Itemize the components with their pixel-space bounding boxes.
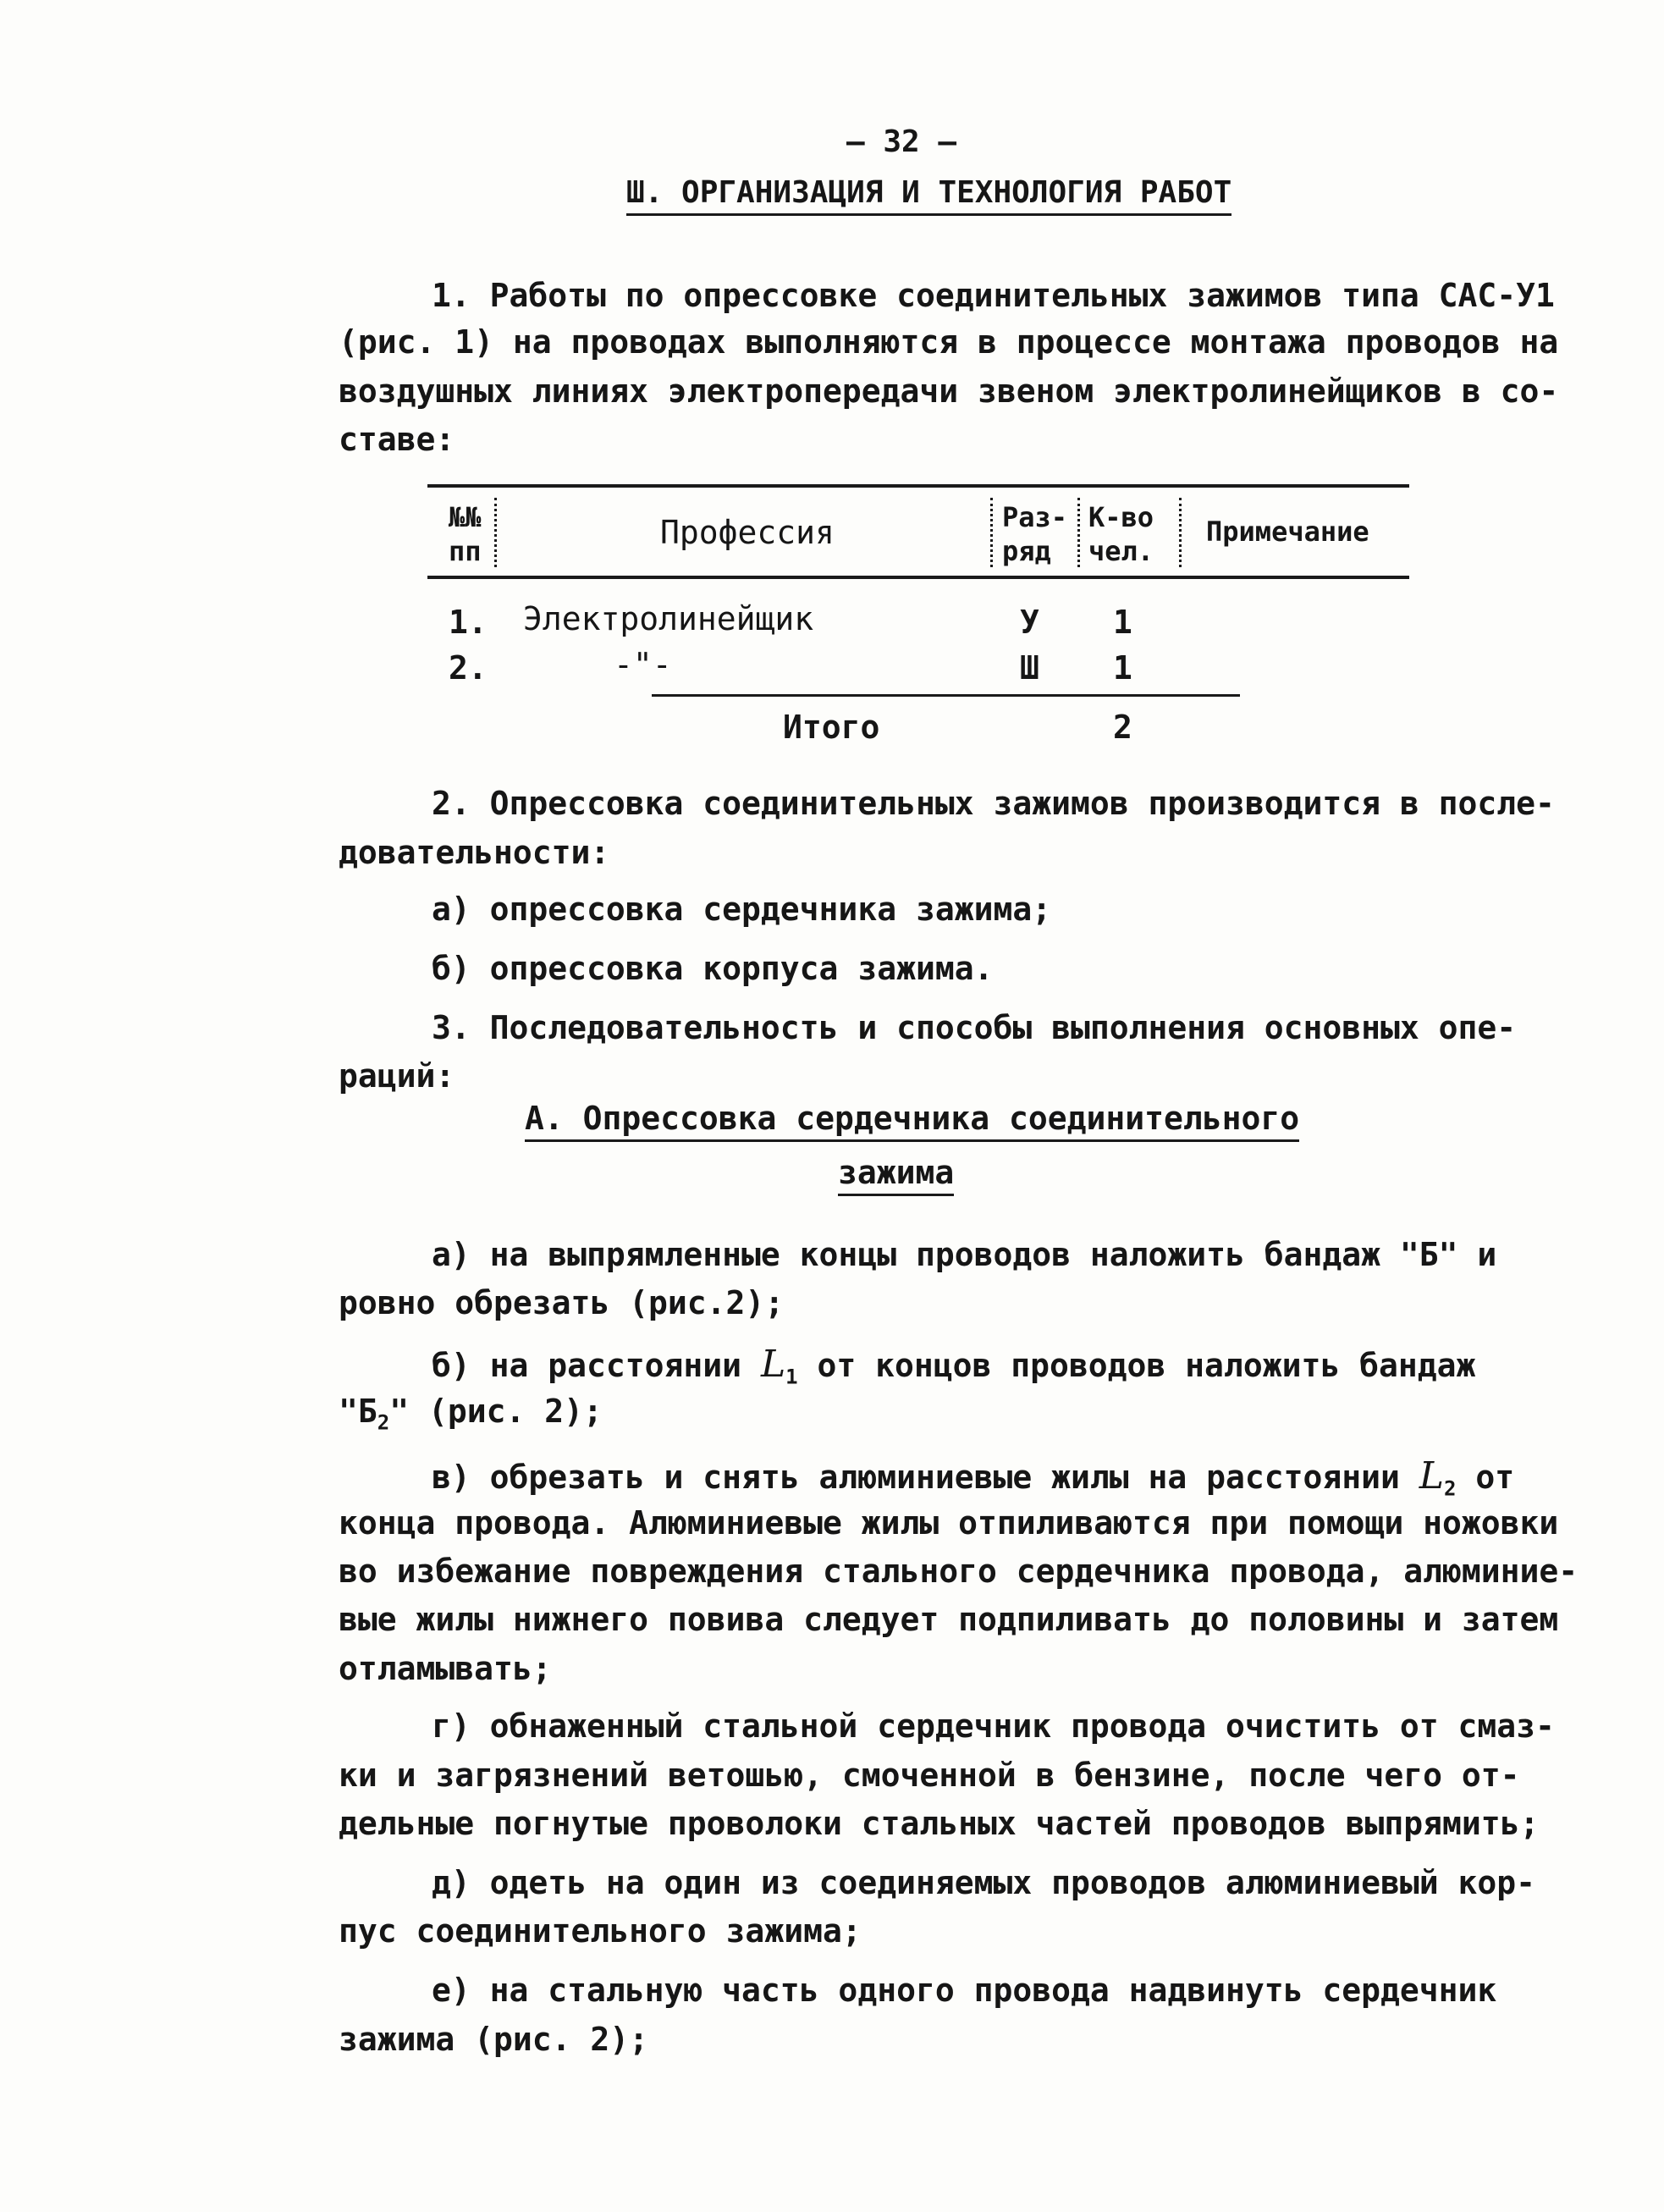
paragraph-3-line-1: 3. Последовательность и способы выполнения основных опе- — [432, 1009, 1517, 1046]
step-b-line-1 — [432, 1343, 1476, 1389]
table-column-separator — [494, 498, 497, 567]
step-a-line-2: ровно обрезать (рис.2); — [339, 1284, 785, 1321]
table-header-rule — [427, 576, 1409, 579]
paragraph-1-line-3: воздушных линиях электропередачи звеном электролинейщиков в со- — [339, 372, 1559, 410]
step-g-line-1: г) обнаженный стальной сердечник провода очистить от смаз- — [432, 1707, 1555, 1745]
table-row-2-num: 2. — [449, 649, 488, 687]
length-symbol-l1-subscript: 1 — [785, 1365, 798, 1389]
step-v-line-2: конца провода. Алюминиевые жилы отпиливаются при помощи ножовки — [339, 1504, 1559, 1542]
header-count-line-2: чел. — [1088, 535, 1154, 567]
step-v-line-5: отламывать; — [339, 1650, 552, 1687]
step-b-text: от концов проводов наложить бандаж — [817, 1347, 1476, 1384]
table-total-label: Итого — [783, 709, 880, 746]
paragraph-2-item-b: б) опрессовка корпуса зажима. — [432, 950, 994, 987]
table-row-2-profession: -"- — [614, 646, 672, 683]
step-g-line-2: ки и загрязнений ветошью, смоченной в бензине, после чего от- — [339, 1757, 1520, 1794]
table-row-2-grade: Ш — [1020, 649, 1039, 687]
step-b-text: б) на расстоянии — [432, 1347, 742, 1384]
table-top-rule — [427, 484, 1409, 488]
step-v-text: в) обрезать и снять алюминиевые жилы на расстоянии — [432, 1459, 1400, 1496]
table-row-1-profession: Электролинейщик — [523, 600, 814, 637]
paragraph-2-item-a: а) опрессовка сердечника зажима; — [432, 891, 1052, 928]
step-v-line-1 — [432, 1454, 1515, 1501]
paragraph-3-line-2: раций: — [339, 1057, 455, 1095]
subheading-line-2: зажима — [838, 1156, 954, 1196]
header-note: Примечание — [1206, 516, 1369, 548]
step-d-line-1: д) одеть на один из соединяемых проводов алюминиевый кор- — [432, 1864, 1536, 1901]
table-column-separator — [1077, 498, 1080, 567]
step-a-line-1: а) на выпрямленные концы проводов наложить бандаж "Б" и — [432, 1236, 1497, 1273]
table-total-rule — [652, 694, 1240, 697]
paragraph-2-line-2: довательности: — [339, 834, 610, 871]
table-column-separator — [990, 498, 993, 567]
step-b-line-2 — [339, 1395, 603, 1433]
table-row-2-count: 1 — [1113, 649, 1132, 687]
length-symbol-l2-subscript: 2 — [1444, 1476, 1457, 1501]
step-v-line-3: во избежание повреждения стального сердечника провода, алюминие- — [339, 1553, 1579, 1590]
paragraph-1-line-4: ставе: — [339, 421, 455, 458]
section-title: Ш. ОРГАНИЗАЦИЯ И ТЕХНОЛОГИЯ РАБОТ — [626, 178, 1231, 216]
header-count-line-1: К-во — [1088, 501, 1154, 533]
header-grade-line-2: ряд — [1002, 535, 1051, 567]
step-b-text: "Б — [339, 1393, 377, 1430]
table-column-separator — [1179, 498, 1182, 567]
step-v-text: от — [1475, 1459, 1515, 1496]
header-num-line-2: пп — [449, 535, 482, 567]
step-v-line-4: вые жилы нижнего повива следует подпиливать до половины и затем — [339, 1601, 1559, 1638]
page-number: – 32 – — [846, 124, 957, 159]
bandage-subscript: 2 — [377, 1410, 390, 1435]
length-symbol-l2: L — [1419, 1454, 1445, 1498]
table-row-1-count: 1 — [1113, 604, 1132, 641]
header-num-line-1: №№ — [449, 501, 482, 533]
step-e-line-1: е) на стальную часть одного провода надвинуть сердечник — [432, 1972, 1497, 2009]
paragraph-1-line-1: 1. Работы по опрессовке соединительных зажимов типа САС-У1 — [432, 277, 1555, 314]
step-d-line-2: пус соединительного зажима; — [339, 1912, 862, 1950]
table-total-value: 2 — [1113, 709, 1132, 746]
step-g-line-3: дельные погнутые проволоки стальных частей проводов выпрямить; — [339, 1805, 1540, 1842]
length-symbol-l1: L — [760, 1343, 786, 1386]
header-grade-line-1: Раз- — [1002, 501, 1068, 533]
step-e-line-2: зажима (рис. 2); — [339, 2021, 649, 2058]
paragraph-2-line-1: 2. Опрессовка соединительных зажимов производится в после- — [432, 785, 1555, 822]
paragraph-1-line-2: (рис. 1) на проводах выполняются в процессе монтажа проводов на — [339, 323, 1559, 361]
table-row-1-grade: У — [1020, 604, 1039, 641]
table-row-1-num: 1. — [449, 604, 488, 641]
subheading-line-1: А. Опрессовка сердечника соединительного — [525, 1102, 1299, 1142]
step-b-text: " (рис. 2); — [389, 1393, 603, 1430]
header-profession: Профессия — [660, 514, 835, 551]
